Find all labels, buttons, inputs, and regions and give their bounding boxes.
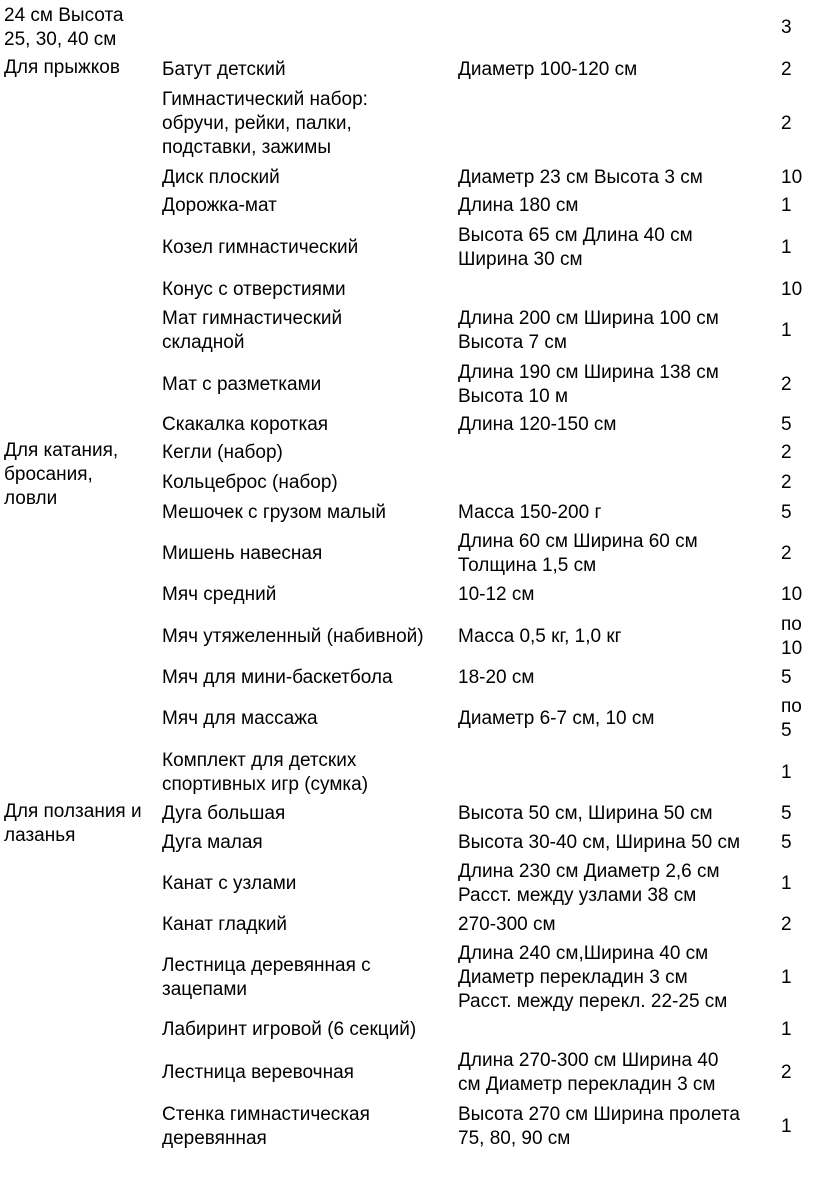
cell-text: Масса 0,5 кг, 1,0 кг <box>458 626 622 647</box>
category-cell <box>4 692 160 746</box>
quantity-cell <box>781 1100 815 1154</box>
item-spec-cell <box>458 800 780 828</box>
cell-text: Высота 7 см <box>458 332 567 353</box>
category-cell <box>4 940 160 1016</box>
item-name-cell <box>162 940 456 1016</box>
cell-text: Длина 180 см <box>458 195 579 216</box>
cell-text: 24 см Высота <box>4 5 124 26</box>
item-name-cell <box>162 192 456 220</box>
table-row <box>0 4 816 52</box>
category-cell <box>4 56 160 84</box>
cell-text: Мяч для массажа <box>162 708 318 729</box>
category-cell <box>4 86 160 162</box>
table-row <box>0 192 816 220</box>
item-name-cell <box>162 527 456 581</box>
cell-text: Масса 150-200 г <box>458 502 602 523</box>
cell-text: Мишень навесная <box>162 543 323 564</box>
cell-text: 1 <box>781 1019 792 1040</box>
table-row <box>0 86 816 162</box>
quantity-cell <box>781 469 815 497</box>
cell-text: Гимнастический набор: <box>162 89 368 110</box>
cell-text: 10 <box>781 584 803 605</box>
quantity-cell <box>781 1046 815 1100</box>
cell-text: Канат гладкий <box>162 914 288 935</box>
item-spec-cell <box>458 56 780 84</box>
cell-text: Мат гимнастический <box>162 308 343 329</box>
table-row <box>0 164 816 192</box>
cell-text: 10 <box>781 167 803 188</box>
quantity-cell <box>781 86 815 162</box>
item-name-cell <box>162 4 456 52</box>
category-cell <box>4 499 160 527</box>
cell-text: Ширина 30 см <box>458 249 583 270</box>
cell-text: Мешочек с грузом малый <box>162 502 387 523</box>
cell-text: Высота 270 см Ширина пролета <box>458 1104 740 1125</box>
item-spec-cell <box>458 469 780 497</box>
quantity-cell <box>781 192 815 220</box>
cell-text: Высота 10 м <box>458 386 569 407</box>
item-name-cell <box>162 1100 456 1154</box>
quantity-cell <box>781 439 815 467</box>
cell-text: по <box>781 614 802 635</box>
cell-text: 2 <box>781 113 792 134</box>
cell-text: Дорожка-мат <box>162 195 277 216</box>
cell-text: Кегли (набор) <box>162 442 283 463</box>
quantity-cell <box>781 276 815 304</box>
cell-text: Мяч утяжеленный (набивной) <box>162 626 424 647</box>
cell-text: обручи, рейки, палки, <box>162 113 352 134</box>
cell-text: Длина 230 см Диаметр 2,6 см <box>458 861 720 882</box>
item-spec-cell <box>458 222 780 274</box>
cell-text: 5 <box>781 502 792 523</box>
item-spec-cell <box>458 1016 780 1044</box>
cell-text: складной <box>162 332 245 353</box>
item-name-cell <box>162 581 456 609</box>
table-row <box>0 469 816 497</box>
item-spec-cell <box>458 581 780 609</box>
category-cell <box>4 857 160 911</box>
cell-text: Высота 50 см, Ширина 50 см <box>458 803 713 824</box>
quantity-cell <box>781 56 815 84</box>
quantity-cell <box>781 411 815 439</box>
table-row <box>0 358 816 412</box>
cell-text: ловли <box>4 488 58 509</box>
item-name-cell <box>162 664 456 692</box>
category-cell <box>4 439 160 509</box>
cell-text: Длина 190 см Ширина 138 см <box>458 362 719 383</box>
cell-text: 1 <box>781 320 792 341</box>
table-row <box>0 610 816 664</box>
quantity-cell <box>781 527 815 581</box>
item-spec-cell <box>458 411 780 439</box>
table-row <box>0 940 816 1016</box>
item-name-cell <box>162 304 456 358</box>
cell-text: Дуга большая <box>162 803 286 824</box>
cell-text: 5 <box>781 832 792 853</box>
category-cell <box>4 664 160 692</box>
cell-text: деревянная <box>162 1128 267 1149</box>
category-cell <box>4 469 160 497</box>
quantity-cell <box>781 911 815 939</box>
quantity-cell <box>781 692 815 746</box>
cell-text: 2 <box>781 914 792 935</box>
category-cell <box>4 4 160 52</box>
cell-text: 5 <box>781 667 792 688</box>
cell-text: Расст. между перекл. 22-25 см <box>458 991 728 1012</box>
quantity-cell <box>781 1016 815 1044</box>
quantity-cell <box>781 358 815 412</box>
item-spec-cell <box>458 527 780 581</box>
category-cell <box>4 276 160 304</box>
category-cell <box>4 610 160 664</box>
table-row <box>0 499 816 527</box>
cell-text: спортивных игр (сумка) <box>162 774 369 795</box>
cell-text: Батут детский <box>162 59 286 80</box>
quantity-cell <box>781 664 815 692</box>
cell-text: по <box>781 696 802 717</box>
item-spec-cell <box>458 164 780 192</box>
cell-text: Длина 240 см,Ширина 40 см <box>458 943 709 964</box>
quantity-cell <box>781 4 815 52</box>
item-name-cell <box>162 610 456 664</box>
table-row <box>0 222 816 274</box>
item-spec-cell <box>458 4 780 52</box>
quantity-cell <box>781 857 815 911</box>
cell-text: Расст. между узлами 38 см <box>458 885 697 906</box>
item-spec-cell <box>458 304 780 358</box>
table-row <box>0 56 816 84</box>
category-cell <box>4 527 160 581</box>
cell-text: 25, 30, 40 см <box>4 29 117 50</box>
category-cell <box>4 829 160 857</box>
table-row <box>0 911 816 939</box>
table-row <box>0 581 816 609</box>
item-spec-cell <box>458 692 780 746</box>
item-name-cell <box>162 746 456 800</box>
cell-text: Лестница веревочная <box>162 1062 354 1083</box>
item-spec-cell <box>458 746 780 800</box>
quantity-cell <box>781 746 815 800</box>
item-name-cell <box>162 499 456 527</box>
quantity-cell <box>781 800 815 828</box>
cell-text: 1 <box>781 195 792 216</box>
item-spec-cell <box>458 610 780 664</box>
cell-text: Диаметр 23 см Высота 3 см <box>458 167 703 188</box>
table-row <box>0 527 816 581</box>
table-row <box>0 664 816 692</box>
item-name-cell <box>162 164 456 192</box>
cell-text: 5 <box>781 414 792 435</box>
cell-text: Канат с узлами <box>162 873 297 894</box>
quantity-cell <box>781 581 815 609</box>
category-cell <box>4 1016 160 1044</box>
item-spec-cell <box>458 829 780 857</box>
cell-text: Комплект для детских <box>162 750 357 771</box>
cell-text: Кольцеброс (набор) <box>162 472 338 493</box>
cell-text: Диск плоский <box>162 167 280 188</box>
category-cell <box>4 581 160 609</box>
quantity-cell <box>781 222 815 274</box>
cell-text: 1 <box>781 967 792 988</box>
category-cell <box>4 164 160 192</box>
item-name-cell <box>162 86 456 162</box>
item-name-cell <box>162 911 456 939</box>
item-spec-cell <box>458 911 780 939</box>
item-spec-cell <box>458 276 780 304</box>
category-cell <box>4 411 160 439</box>
cell-text: Стенка гимнастическая <box>162 1104 370 1125</box>
item-name-cell <box>162 692 456 746</box>
quantity-cell <box>781 304 815 358</box>
item-name-cell <box>162 829 456 857</box>
category-cell <box>4 746 160 800</box>
category-cell <box>4 192 160 220</box>
category-cell <box>4 800 160 846</box>
cell-text: Высота 30-40 см, Ширина 50 см <box>458 832 741 853</box>
item-spec-cell <box>458 499 780 527</box>
cell-text: 1 <box>781 762 792 783</box>
cell-text: Для катания, <box>4 440 119 461</box>
cell-text: см Диаметр перекладин 3 см <box>458 1074 716 1095</box>
cell-text: Мат с разметками <box>162 374 322 395</box>
item-name-cell <box>162 469 456 497</box>
cell-text: 1 <box>781 237 792 258</box>
cell-text: 2 <box>781 472 792 493</box>
cell-text: 1 <box>781 873 792 894</box>
cell-text: 2 <box>781 543 792 564</box>
quantity-cell <box>781 164 815 192</box>
table-row <box>0 304 816 358</box>
cell-text: бросания, <box>4 464 93 485</box>
cell-text: Мяч для мини-баскетбола <box>162 667 393 688</box>
cell-text: 5 <box>781 803 792 824</box>
item-spec-cell <box>458 192 780 220</box>
cell-text: 3 <box>781 17 792 38</box>
cell-text: 10-12 см <box>458 584 535 605</box>
item-name-cell <box>162 1046 456 1100</box>
cell-text: 1 <box>781 1116 792 1137</box>
cell-text: Толщина 1,5 см <box>458 555 597 576</box>
item-name-cell <box>162 358 456 412</box>
cell-text: 2 <box>781 442 792 463</box>
item-spec-cell <box>458 1100 780 1154</box>
cell-text: 2 <box>781 1062 792 1083</box>
item-spec-cell <box>458 358 780 412</box>
cell-text: 10 <box>781 279 803 300</box>
table-row <box>0 857 816 911</box>
cell-text: Длина 60 см Ширина 60 см <box>458 531 698 552</box>
cell-text: Длина 270-300 см Ширина 40 <box>458 1050 719 1071</box>
table-row <box>0 746 816 800</box>
item-name-cell <box>162 800 456 828</box>
cell-text: 270-300 см <box>458 914 556 935</box>
table-row <box>0 1100 816 1154</box>
quantity-cell <box>781 610 815 664</box>
table-row <box>0 692 816 746</box>
item-name-cell <box>162 857 456 911</box>
table-row <box>0 1016 816 1044</box>
cell-text: Диаметр 6-7 см, 10 см <box>458 708 655 729</box>
cell-text: Конус с отверстиями <box>162 279 346 300</box>
item-name-cell <box>162 276 456 304</box>
category-cell <box>4 358 160 412</box>
item-spec-cell <box>458 439 780 467</box>
quantity-cell <box>781 499 815 527</box>
quantity-cell <box>781 829 815 857</box>
cell-text: Диаметр перекладин 3 см <box>458 967 688 988</box>
category-cell <box>4 1100 160 1154</box>
cell-text: зацепами <box>162 979 248 1000</box>
cell-text: Для прыжков <box>4 57 120 78</box>
cell-text: Скакалка короткая <box>162 414 329 435</box>
cell-text: Диаметр 100-120 см <box>458 59 638 80</box>
cell-text: Лабиринт игровой (6 секций) <box>162 1019 417 1040</box>
cell-text: 18-20 см <box>458 667 535 688</box>
category-cell <box>4 304 160 358</box>
cell-text: Для ползания и <box>4 801 142 822</box>
item-name-cell <box>162 411 456 439</box>
cell-text: 75, 80, 90 см <box>458 1128 571 1149</box>
table-row <box>0 1046 816 1100</box>
category-cell <box>4 222 160 274</box>
item-name-cell <box>162 439 456 467</box>
cell-text: Мяч средний <box>162 584 277 605</box>
item-name-cell <box>162 1016 456 1044</box>
cell-text: Длина 200 см Ширина 100 см <box>458 308 719 329</box>
table-row <box>0 276 816 304</box>
quantity-cell <box>781 940 815 1016</box>
cell-text: Козел гимнастический <box>162 237 359 258</box>
cell-text: 2 <box>781 374 792 395</box>
item-spec-cell <box>458 1046 780 1100</box>
cell-text: Лестница деревянная с <box>162 955 371 976</box>
cell-text: 2 <box>781 59 792 80</box>
item-name-cell <box>162 222 456 274</box>
category-cell <box>4 911 160 939</box>
item-spec-cell <box>458 86 780 162</box>
table-row <box>0 411 816 439</box>
category-cell <box>4 1046 160 1100</box>
cell-text: Дуга малая <box>162 832 263 853</box>
cell-text: Длина 120-150 см <box>458 414 617 435</box>
cell-text: 10 <box>781 638 803 659</box>
item-spec-cell <box>458 940 780 1016</box>
cell-text: лазанья <box>4 825 76 846</box>
cell-text: подставки, зажимы <box>162 137 331 158</box>
cell-text: 5 <box>781 720 792 741</box>
item-spec-cell <box>458 664 780 692</box>
table-row <box>0 829 816 857</box>
cell-text: Высота 65 см Длина 40 см <box>458 225 693 246</box>
item-name-cell <box>162 56 456 84</box>
item-spec-cell <box>458 857 780 911</box>
